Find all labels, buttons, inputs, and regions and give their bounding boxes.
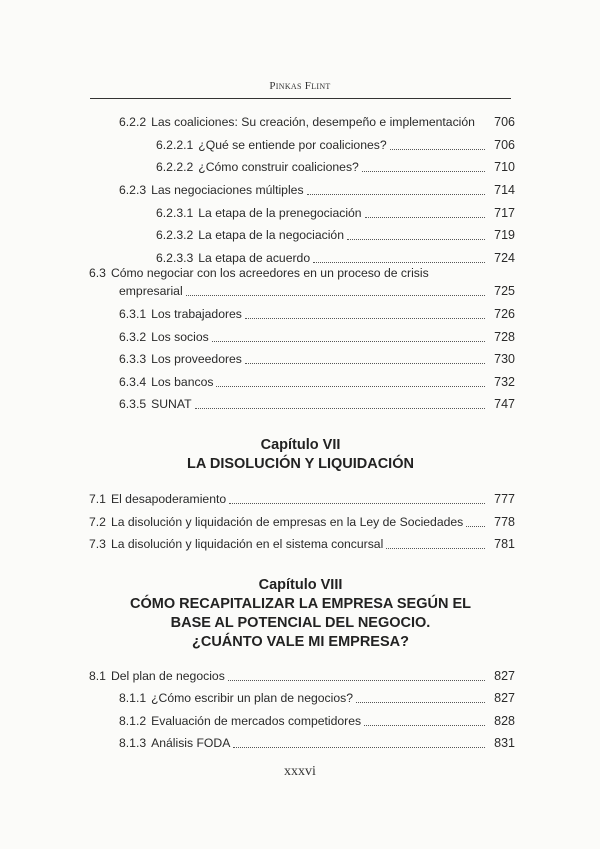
entry-number: 6.3.3 [119,352,147,366]
toc-entry[interactable] [156,133,515,153]
entry-number: 8.1 [89,669,106,683]
entry-label: Los socios [151,330,209,344]
entry-label: Los bancos [151,375,214,389]
entry-label: ¿Cómo construir coaliciones? [198,160,359,174]
entry-number: 6.3.2 [119,330,147,344]
chapter-heading: Capítulo VII [260,437,341,453]
running-head: Pinkas Flint [269,80,331,92]
entry-number: 6.2.2.2 [156,160,194,174]
entry-page: 827 [494,691,515,705]
entry-label: Evaluación de mercados competidores [151,714,362,728]
entry-page: 728 [494,330,515,344]
entry-page: 732 [494,375,515,389]
entry-page: 706 [494,138,515,152]
entry-number: 6.3.5 [119,397,147,411]
leader-dots [229,502,485,504]
leader-dots [233,746,485,748]
toc-entry[interactable] [119,392,515,412]
entry-page: 717 [494,206,515,220]
toc-entry[interactable] [119,731,515,751]
entry-number: 6.2.2.1 [156,138,194,152]
entry-label: La disolución y liquidación en el sistema concursal [110,537,384,551]
leader-dots [216,385,485,387]
entry-label: La etapa de la negociación [198,228,344,242]
chapter-title-line: CÓMO RECAPITALIZAR LA EMPRESA SEGÚN EL [129,596,472,612]
chapter-title-line: ¿CUÁNTO VALE MI EMPRESA? [192,634,409,650]
entry-label: El desapoderamiento [110,492,227,506]
leader-dots [347,238,485,240]
entry-number: 8.1.3 [119,736,147,750]
toc-entry[interactable] [119,279,515,299]
entry-page: 706 [494,115,515,129]
leader-dots [195,407,485,409]
entry-label: ¿Cómo escribir un plan de negocios? [151,691,353,705]
entry-label: empresarial [119,284,183,298]
entry-number: 7.1 [89,492,106,506]
leader-dots [228,679,485,681]
entry-page: 781 [494,537,515,551]
entry-label: ¿Qué se entiende por coaliciones? [198,138,387,152]
entry-number: 6.3.1 [119,307,147,321]
entry-number: 6.2.3.1 [156,206,194,220]
entry-page: 725 [494,284,515,298]
toc-entry[interactable] [89,664,515,684]
leader-dots [362,170,485,172]
entry-number: 7.3 [89,537,106,551]
header-rule [90,98,511,99]
entry-label: Las coaliciones: Su creación, desempeño e implementación [151,115,475,129]
toc-entry[interactable] [119,709,515,729]
leader-dots [356,701,485,703]
entry-page: 831 [494,736,515,750]
leader-dots [478,126,485,127]
toc-entry[interactable] [156,246,515,266]
entry-page: 777 [494,492,515,506]
leader-dots [390,148,485,150]
entry-number: 8.1.2 [119,714,147,728]
toc-entry[interactable] [119,178,515,198]
entry-page: 710 [494,160,515,174]
entry-label: Del plan de negocios [110,669,225,683]
entry-page: 719 [494,228,515,242]
entry-number: 8.1.1 [119,691,147,705]
entry-page: 827 [494,669,515,683]
entry-label: La disolución y liquidación de empresas en la Ley de Sociedades [110,515,464,529]
entry-label: La etapa de acuerdo [198,251,311,265]
toc-entry[interactable] [119,325,515,345]
toc-entry[interactable] [119,347,515,367]
entry-number: 6.2.3 [119,183,147,197]
entry-label: Cómo negociar con los acreedores en un proceso de crisis [110,266,429,280]
toc-entry[interactable] [156,201,515,221]
entry-page: 828 [494,714,515,728]
toc-entry[interactable] [119,686,515,706]
entry-number: 6.2.3.3 [156,251,194,265]
leader-dots [186,294,485,296]
leader-dots [245,362,485,364]
leader-dots [386,547,485,549]
entry-page: 726 [494,307,515,321]
entry-page: 714 [494,183,515,197]
entry-page: 747 [494,397,515,411]
chapter-heading: Capítulo VIII [258,577,343,593]
leader-dots [212,340,485,342]
entry-label: Las negociaciones múltiples [151,183,304,197]
leader-dots [245,317,485,319]
chapter-title: LA DISOLUCIÓN Y LIQUIDACIÓN [187,456,414,472]
toc-entry[interactable] [119,110,515,130]
page-number: xxxvi [284,764,316,779]
leader-dots [364,724,485,726]
toc-entry[interactable] [89,510,515,530]
entry-label: Análisis FODA [151,736,231,750]
entry-number: 6.3 [89,266,106,280]
entry-label: Los trabajadores [151,307,242,321]
leader-dots [313,261,485,263]
toc-entry[interactable] [119,370,515,390]
toc-entry[interactable] [119,302,515,322]
leader-dots [307,193,485,195]
entry-page: 778 [494,515,515,529]
leader-dots [466,525,485,527]
toc-entry[interactable] [89,532,515,552]
toc-entry[interactable] [89,487,515,507]
entry-number: 7.2 [89,515,106,529]
entry-number: 6.2.3.2 [156,228,194,242]
toc-entry[interactable] [156,223,515,243]
entry-page: 730 [494,352,515,366]
toc-entry[interactable] [156,155,515,175]
entry-label: Los proveedores [151,352,242,366]
entry-number: 6.2.2 [119,115,147,129]
entry-page: 724 [494,251,515,265]
entry-label: SUNAT [151,397,192,411]
entry-label: La etapa de la prenegociación [198,206,362,220]
leader-dots [365,216,485,218]
chapter-title-line: BASE AL POTENCIAL DEL NEGOCIO. [170,615,431,631]
entry-number: 6.3.4 [119,375,147,389]
